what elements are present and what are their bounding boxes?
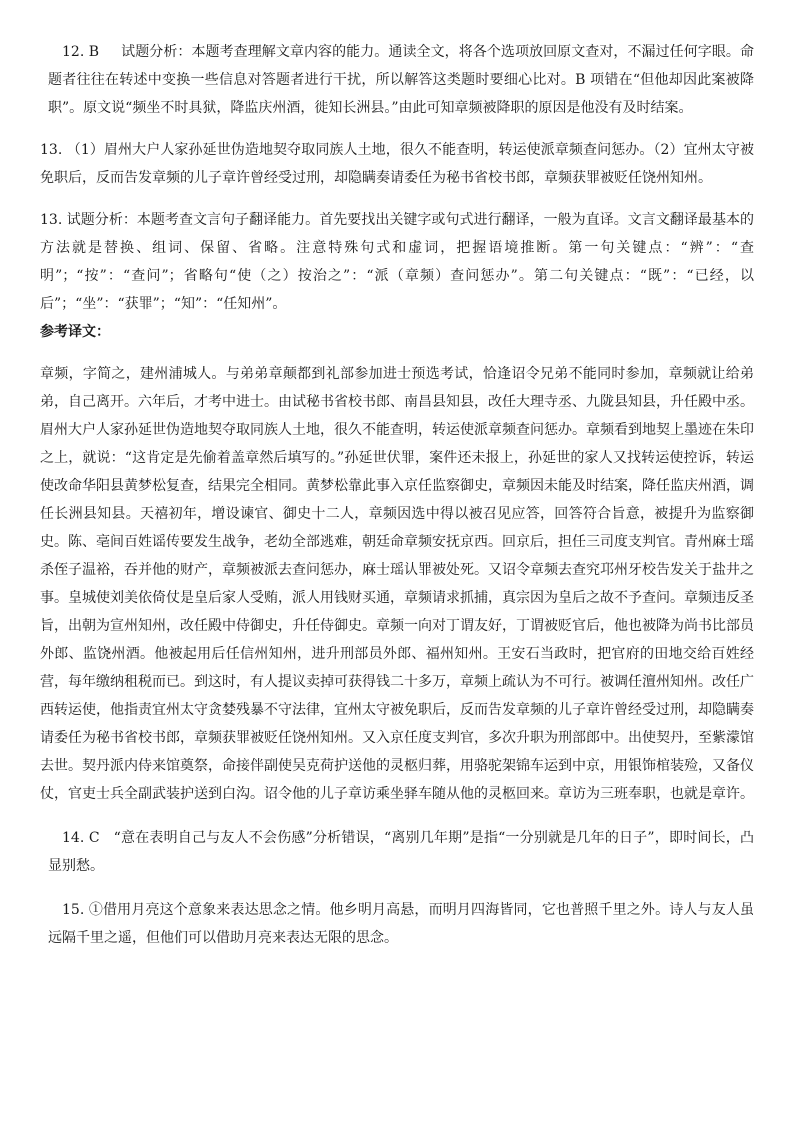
answer-13-analysis: 13. 试题分析：本题考查文言句子翻译能力。首先要找出关键字或句式进行翻译，一般为直译。文言文翻译最基本的方法就是替换、组词、保留、省略。注意特殊句式和虚词，把握语境推断。第一句关键点：“辨”：“查明”；“按”：“查问”；省略句“使（之）按治之”：“派（章频）查问惩办”。第二句关键点：“既”：“已经，以后”；“坐”：“获罪”；“知”：“任知州”。 <box>40 212 754 312</box>
answer-15-label: 15. <box>62 902 85 918</box>
answer-12-text: 试题分析：本题考查理解文章内容的能力。通读全文，将各个选项放回原文查对，不漏过任何字眼。命题者往往在转述中变换一些信息对答题者进行干扰，所以解答这类题时要细心比对。B 项错在“但他却因此案被降职”。原文说“频坐不时具狱，降监庆州酒，徙知长洲县。”由此可知章频被降职的原因是他没有及时结案。 <box>48 44 754 116</box>
reference-translation-heading: 参考译文： <box>40 324 110 340</box>
answer-15-text: ①借用月亮这个意象来表达思念之情。他乡明月高悬，而明月四海皆同，它也普照千里之外。诗人与友人虽远隔千里之遥，但他们可以借助月亮来表达无限的思念。 <box>48 902 754 946</box>
answer-14-text: “意在表明自己与友人不会伤感”分析错误，“离别几年期”是指“一分别就是几年的日子”，即时间长，凸显别愁。 <box>48 830 754 874</box>
answer-13-translation: 13. （1）眉州大户人家孙延世伪造地契夺取同族人土地，很久不能查明，转运使派章频查问惩办。（2）宜州太守被免职后，反而告发章频的儿子章许曾经受过刑，却隐瞒奏请委任为秘书省校书郎，章频获罪被贬任饶州知州。 <box>40 142 754 186</box>
answer-12-label: 12. B <box>62 44 100 60</box>
answer-15 <box>40 896 754 952</box>
answer-14-label: 14. C <box>62 830 100 846</box>
answer-12 <box>40 38 754 122</box>
answer-14 <box>40 824 754 880</box>
reference-translation-text: 章频，字简之，建州浦城人。与弟弟章颠都到礼部参加进士预选考试，恰逢诏令兄弟不能同时参加，章频就让给弟弟，自己离开。六年后，才考中进士。由试秘书省校书郎、南昌县知县，改任大理寺丞、九陇县知县，升任殿中丞。眉州大户人家孙延世伪造地契夺取同族人土地，很久不能查明，转运使派章频查问惩办。章频看到地契上墨迹在朱印之上，就说：“这肯定是先偷着盖章然后填写的。”孙延世伏罪，案件还未报上，孙延世的家人又找转运使控诉，转运使改命华阳县黄梦松复查，结果完全相同。黄梦松靠此事入京任监察御史，章频因未能及时结案，降任监庆州酒，调任长洲县知县。天禧初年，增设谏官、御史十二人，章频因选中得以被召见应答，回答符合旨意，被提升为监察御史。陈、亳间百姓谣传要发生战争，老幼全部逃难，朝廷命章频安抚京西。回京后，担任三司度支判官。青州麻士瑶杀侄子温裕，吞并他的财产，章频被派去查问惩办，麻士瑶认罪被处死。又诏令章频去查究邛州牙校告发关于盐井之事。皇城使刘美依倚仗是皇后家人受贿，派人用钱财买通，章频请求抓捕，真宗因为皇后之故不予查问。章频违反圣旨，出朝为宣州知州，改任殿中侍御史，升任侍御史。章频一向对丁谓友好，丁谓被贬官后，他也被降为尚书比部员外郎、监饶州酒。他被起用后任信州知州，进升刑部员外郎、福州知州。王安石当政时，把官府的田地交给百姓经营，每年缴纳租税而已。到这时，有人提议卖掉可获得钱二十多万，章频上疏认为不可行。被调任澶州知州。改任广西转运使，他指责宜州太守贪婪残暴不守法律，宜州太守被免职后，反而告发章频的儿子章许曾经受过刑，却隐瞒奏请委任为秘书省校书郎，章频获罪被贬任饶州知州。又入京任度支判官，多次升职为刑部郎中。出使契丹，至紫濛馆去世。契丹派内侍来馆奠祭，命接伴副使吴克荷护送他的灵柩归葬，用骆驼架锦车运到中京，用银饰棺装殓，又备仪仗，官吏士兵全副武装护送到白沟。诏令他的儿子章访乘坐驿车随从他的灵柩回来。章访为三班奉职，也就是章许。 <box>40 366 754 802</box>
